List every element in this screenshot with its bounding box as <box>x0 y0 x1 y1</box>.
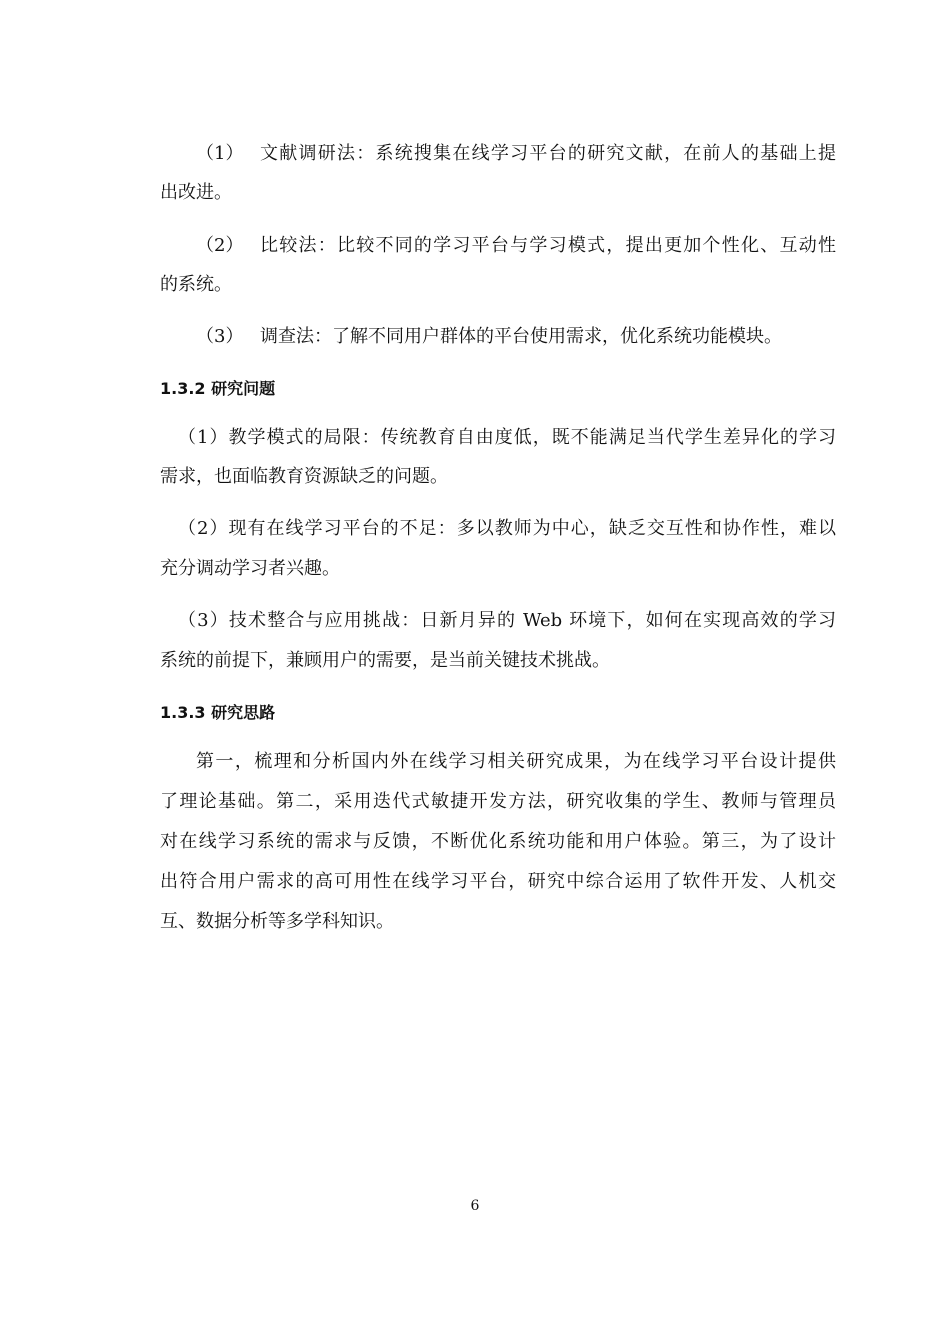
page-number: 6 <box>470 1198 480 1214</box>
method-2-line-1: 比较法：比较不同的学习平台与学习模式，提出更加个性化、互动性 <box>260 235 836 256</box>
method-2-line-2: 的系统。 <box>160 274 232 295</box>
approach-line-3: 对在线学习系统的需求与反馈，不断优化系统功能和用户体验。第三，为了设计 <box>160 831 836 852</box>
section-heading-research-approach: 1.3.3 研究思路 <box>160 703 276 722</box>
question-2-line-1: （2）现有在线学习平台的不足：多以教师为中心，缺乏交互性和协作性，难以 <box>178 518 836 539</box>
method-3-line-1: 调查法：了解不同用户群体的平台使用需求，优化系统功能模块。 <box>260 326 782 347</box>
section-heading-research-questions: 1.3.2 研究问题 <box>160 379 276 398</box>
question-1-line-2: 需求，也面临教育资源缺乏的问题。 <box>160 466 448 487</box>
approach-line-5: 互、数据分析等多学科知识。 <box>160 911 394 932</box>
approach-line-4: 出符合用户需求的高可用性在线学习平台，研究中综合运用了软件开发、人机交 <box>160 871 836 892</box>
question-1-line-1: （1）教学模式的局限：传统教育自由度低，既不能满足当代学生差异化的学习 <box>178 427 836 448</box>
method-2-number: （2） <box>196 235 244 256</box>
method-1-line-2: 出改进。 <box>160 182 232 203</box>
question-3-line-2: 系统的前提下，兼顾用户的需要，是当前关键技术挑战。 <box>160 650 610 671</box>
method-1-line-1: 文献调研法：系统搜集在线学习平台的研究文献，在前人的基础上提 <box>260 143 836 164</box>
question-3-line-1: （3）技术整合与应用挑战：日新月异的 Web 环境下，如何在实现高效的学习 <box>178 610 836 631</box>
method-3-number: （3） <box>196 326 244 347</box>
question-2-line-2: 充分调动学习者兴趣。 <box>160 558 340 579</box>
approach-line-1: 第一，梳理和分析国内外在线学习相关研究成果，为在线学习平台设计提供 <box>196 751 836 772</box>
method-1-number: （1） <box>196 143 244 164</box>
approach-line-2: 了理论基础。第二，采用迭代式敏捷开发方法，研究收集的学生、教师与管理员 <box>160 791 836 812</box>
